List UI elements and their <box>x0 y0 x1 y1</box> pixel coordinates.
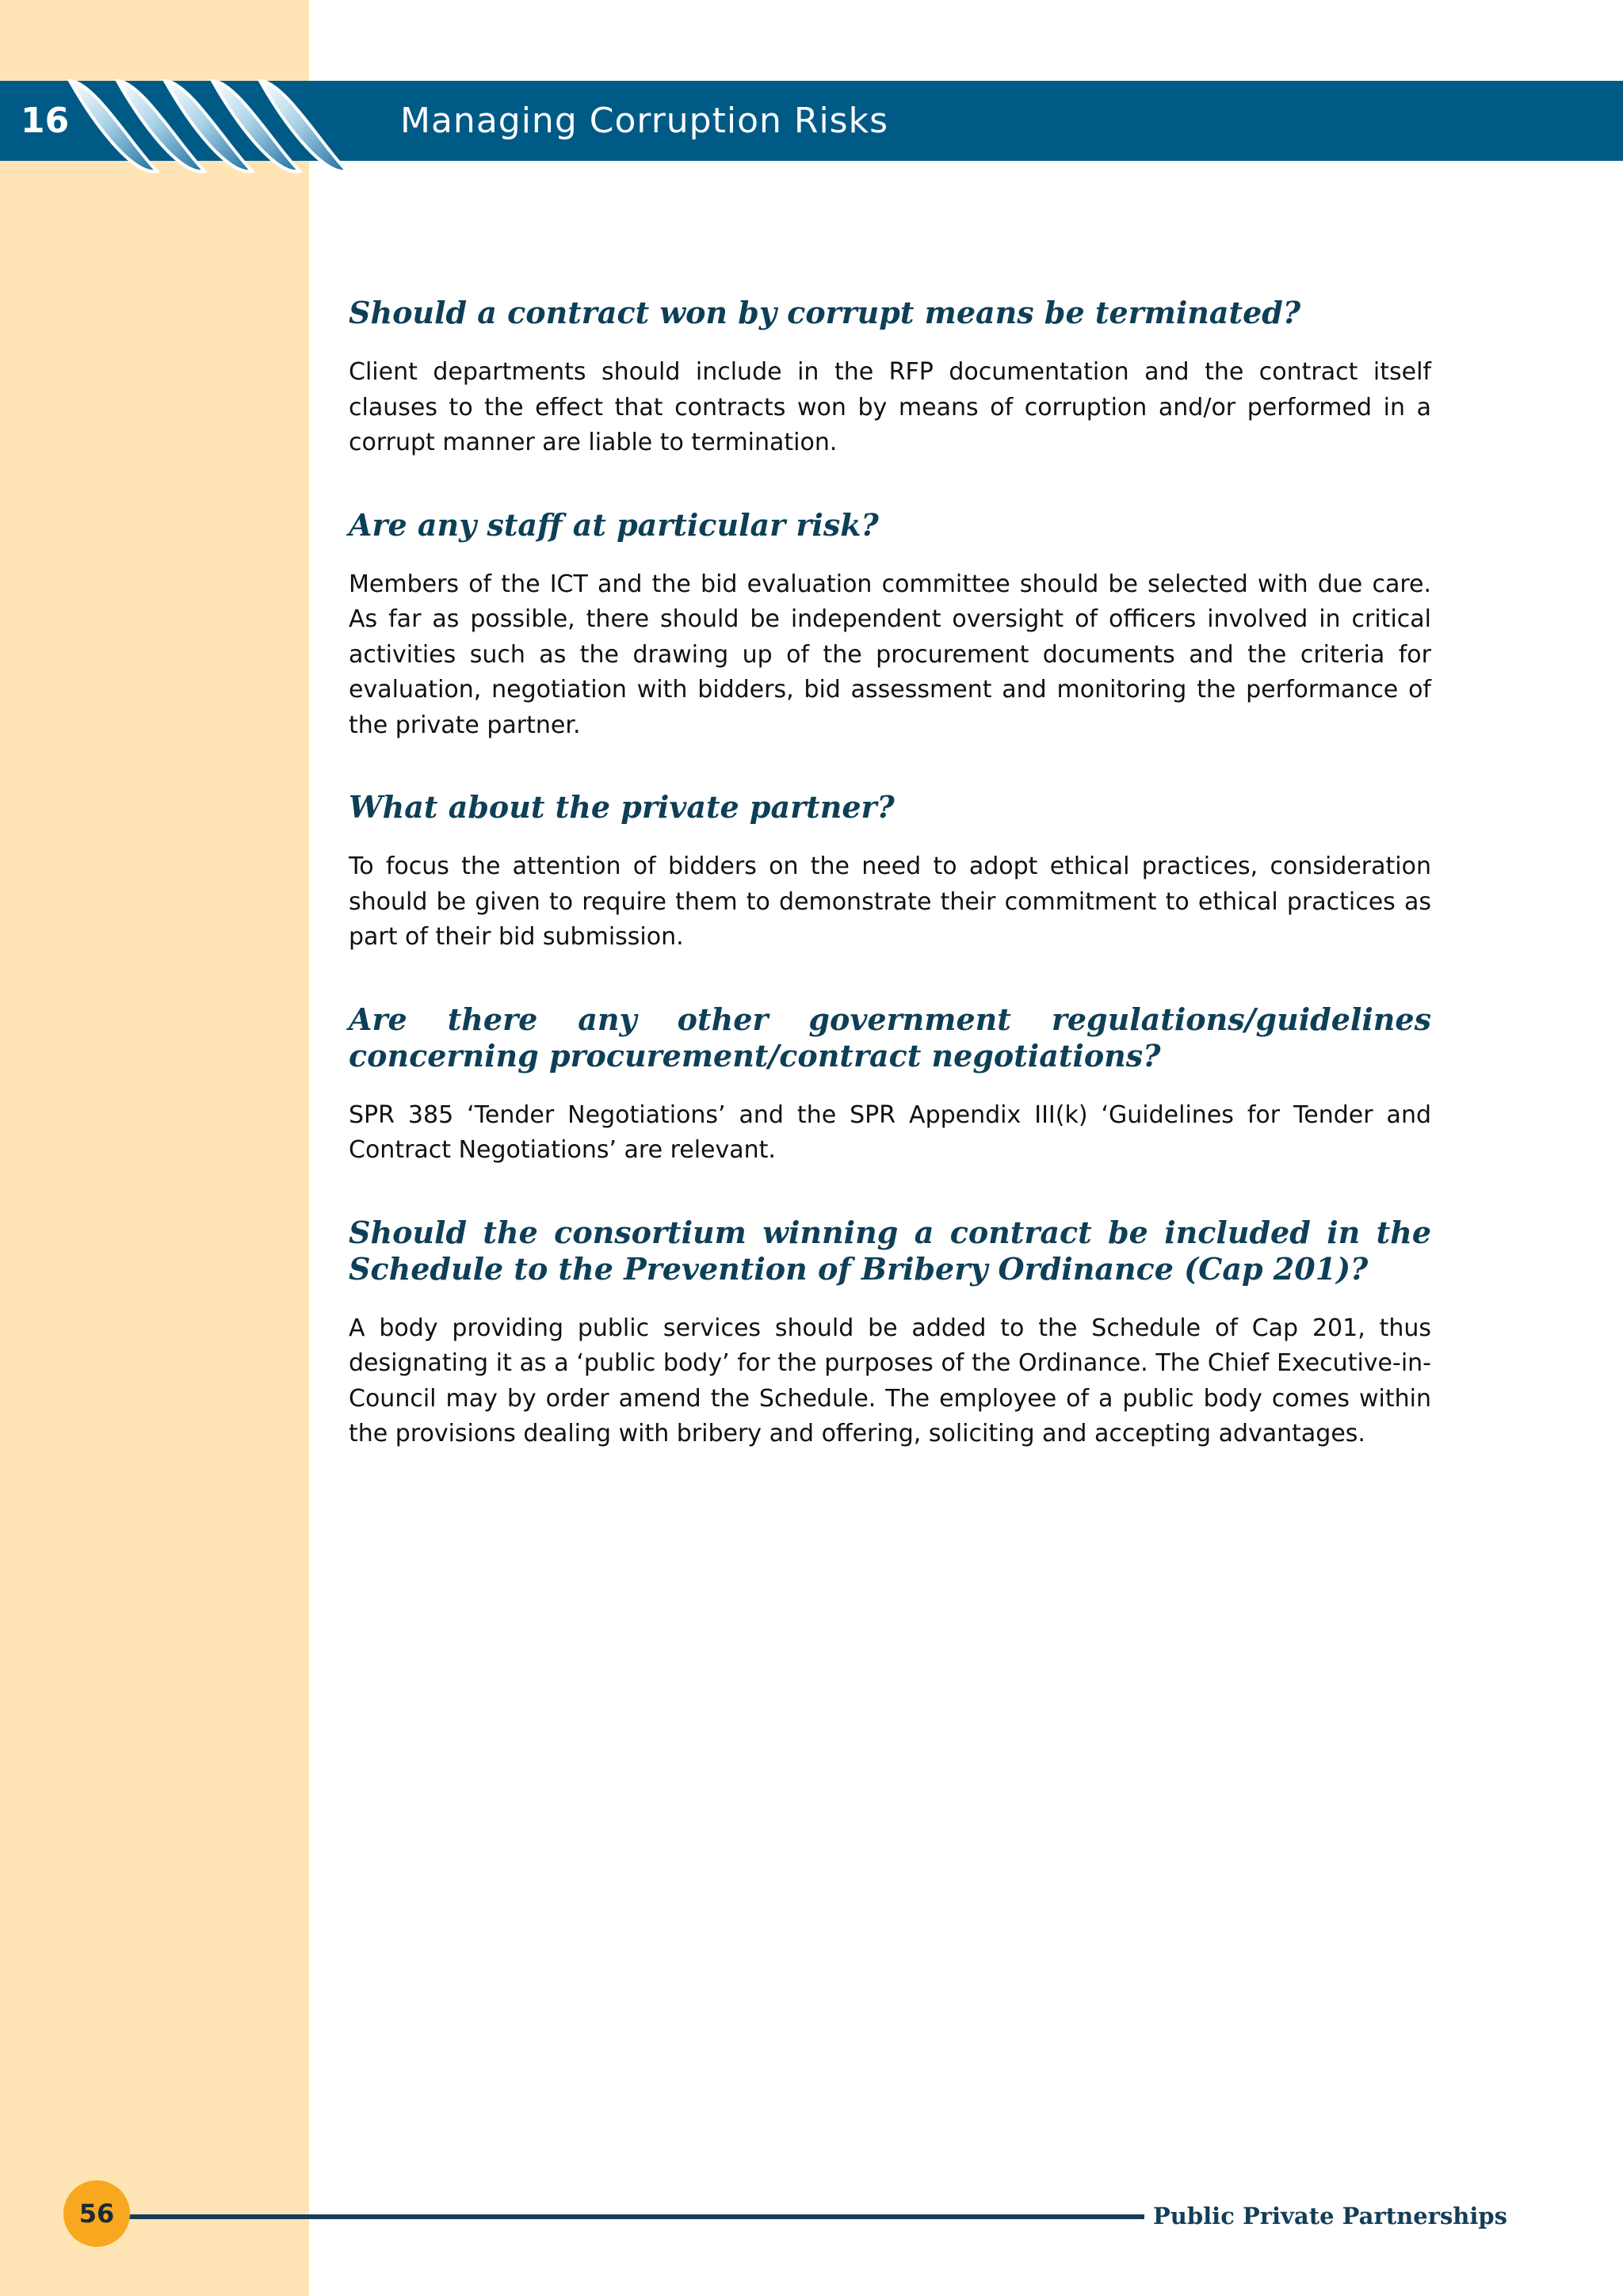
chapter-title: Managing Corruption Risks <box>400 101 888 141</box>
footer-publication-title: Public Private Partnerships <box>1153 2203 1507 2229</box>
left-sidebar <box>0 0 309 2296</box>
decorative-stripes-graphic <box>62 76 363 179</box>
section-paragraph: To focus the attention of bidders on the need to adopt ethical practices, consideration should be given to require them to demonstrate their commitment to ethical practices as part of their bid submission. <box>349 852 1431 951</box>
section-heading: Are any staff at particular risk? <box>349 506 879 543</box>
section-heading: Should a contract won by corrupt means be terminated? <box>349 295 1301 330</box>
footer-rule <box>119 2214 1144 2219</box>
section-paragraph: SPR 385 ‘Tender Negotiations’ and the SPR Appendix III(k) ‘Guidelines for Tender and Contract Negotiations’ are relevant. <box>349 1100 1431 1164</box>
section-heading: Should the consortium winning a contract be included in the Schedule to the Prevention of Bribery Ordinance (Cap 201)? <box>349 1214 1431 1287</box>
page-number-badge: 56 <box>63 2180 130 2247</box>
main-content <box>349 295 1431 1498</box>
chapter-number: 16 <box>21 101 70 141</box>
section-paragraph: Client departments should include in the RFP documentation and the contract itself clauses to the effect that contracts won by means of corruption and/or performed in a corrupt manner are liable to termination. <box>349 358 1431 456</box>
section-heading: What about the private partner? <box>349 789 895 825</box>
section-paragraph: A body providing public services should be added to the Schedule of Cap 201, thus designating it as a ‘public body’ for the purposes of the Ordinance. The Chief Executive-in-Council may by order amend the Schedule. The employee of a public body comes within the provisions dealing with bribery and offering, soliciting and accepting advantages. <box>349 1314 1431 1447</box>
section-paragraph: Members of the ICT and the bid evaluation committee should be selected with due care. As far as possible, there should be independent oversight of officers involved in critical activities such as the drawing up of the procurement documents and the criteria for evaluation, negotiation with bidders, bid assessment and monitoring the performance of the private partner. <box>349 570 1431 739</box>
section-heading: Are there any other government regulations/guidelines concerning procurement/contract negotiations? <box>349 1001 1431 1074</box>
